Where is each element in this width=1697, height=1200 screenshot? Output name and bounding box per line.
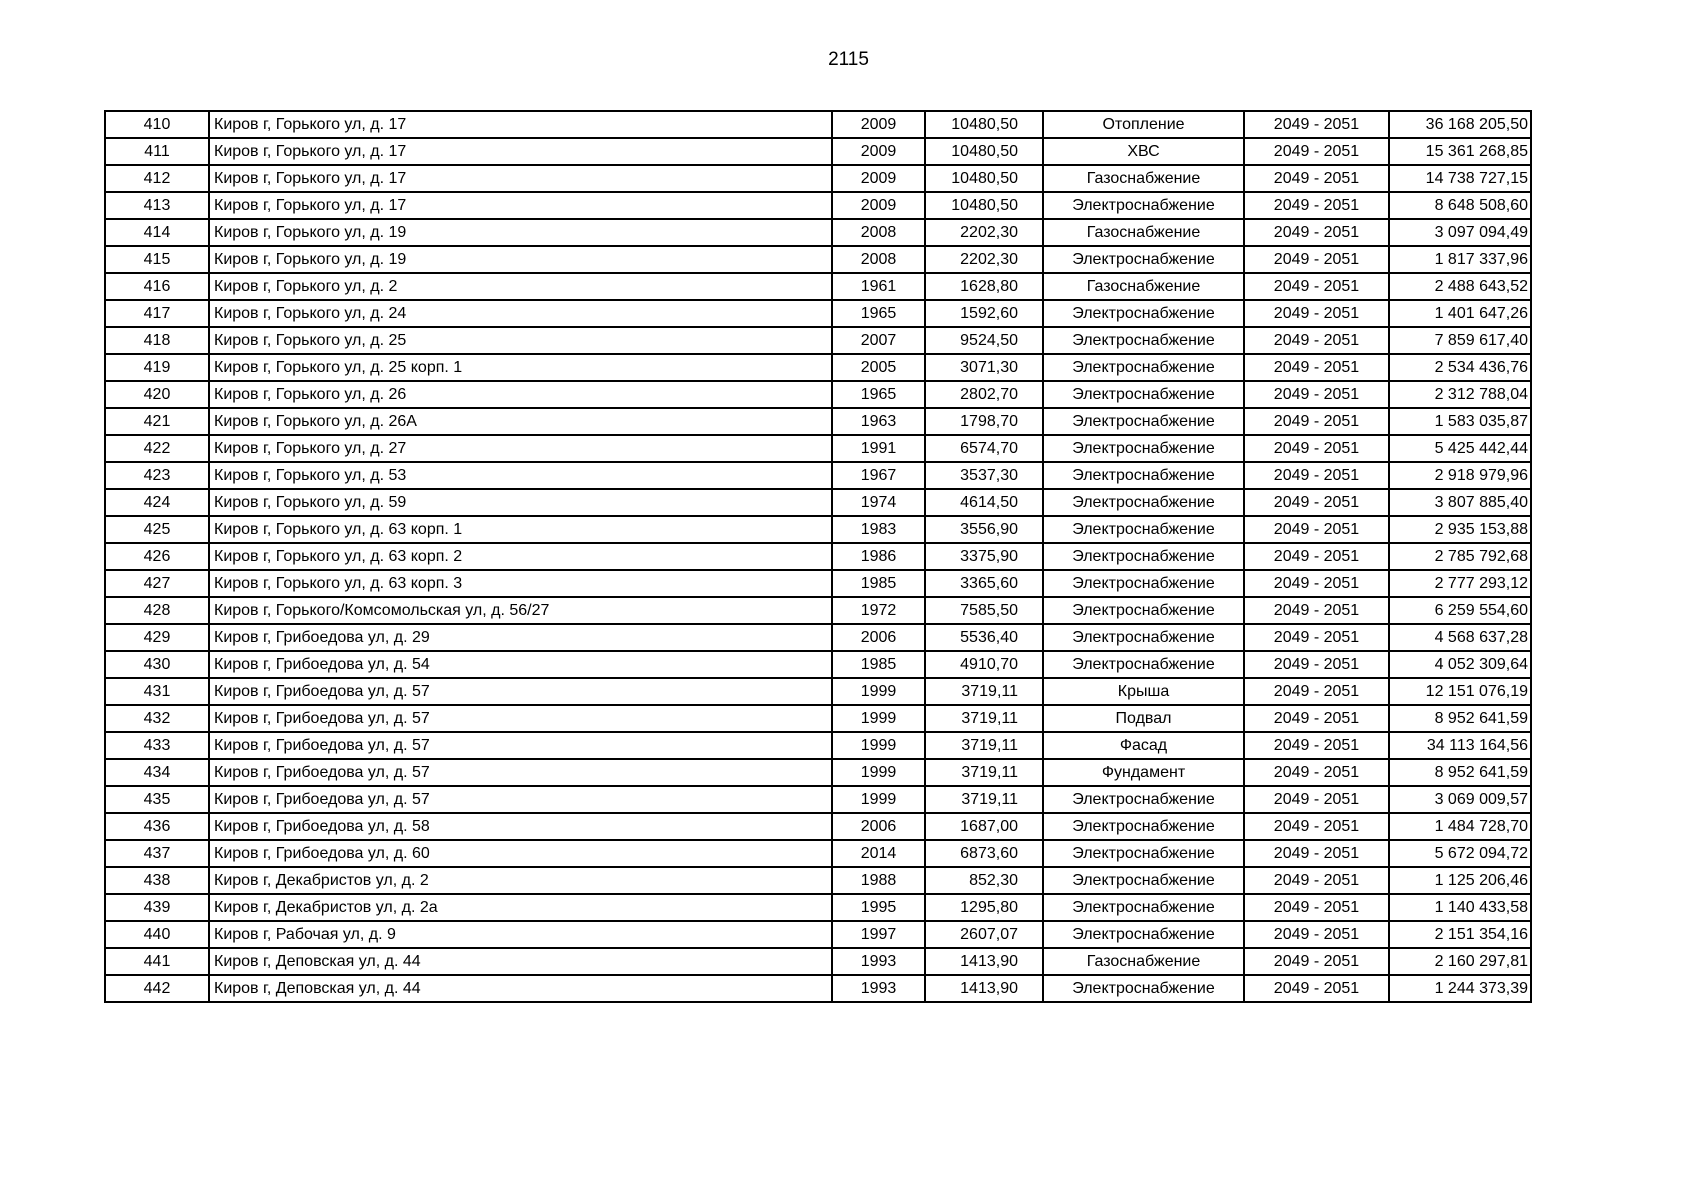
work-type-cell: Электроснабжение bbox=[1043, 813, 1244, 840]
address-cell: Киров г, Горького ул, д. 17 bbox=[209, 165, 832, 192]
area-cell: 9524,50 bbox=[925, 327, 1043, 354]
year-cell: 1991 bbox=[832, 435, 925, 462]
area-cell: 2202,30 bbox=[925, 219, 1043, 246]
work-type-cell: Электроснабжение bbox=[1043, 840, 1244, 867]
year-cell: 2006 bbox=[832, 624, 925, 651]
address-cell: Киров г, Горького ул, д. 26 bbox=[209, 381, 832, 408]
table-row bbox=[105, 840, 1531, 867]
row-number-cell: 415 bbox=[105, 246, 209, 273]
work-type-cell: Электроснабжение bbox=[1043, 192, 1244, 219]
work-type-cell: Электроснабжение bbox=[1043, 543, 1244, 570]
work-type-cell: Подвал bbox=[1043, 705, 1244, 732]
table-row bbox=[105, 246, 1531, 273]
period-cell: 2049 - 2051 bbox=[1244, 489, 1389, 516]
area-cell: 1592,60 bbox=[925, 300, 1043, 327]
cost-cell: 1 484 728,70 bbox=[1389, 813, 1531, 840]
address-cell: Киров г, Горького ул, д. 59 bbox=[209, 489, 832, 516]
cost-cell: 1 583 035,87 bbox=[1389, 408, 1531, 435]
cost-cell: 15 361 268,85 bbox=[1389, 138, 1531, 165]
area-cell: 2607,07 bbox=[925, 921, 1043, 948]
row-number-cell: 418 bbox=[105, 327, 209, 354]
table-row bbox=[105, 516, 1531, 543]
area-cell: 10480,50 bbox=[925, 192, 1043, 219]
cost-cell: 14 738 727,15 bbox=[1389, 165, 1531, 192]
period-cell: 2049 - 2051 bbox=[1244, 300, 1389, 327]
address-cell: Киров г, Горького ул, д. 63 корп. 3 bbox=[209, 570, 832, 597]
work-type-cell: Фундамент bbox=[1043, 759, 1244, 786]
row-number-cell: 428 bbox=[105, 597, 209, 624]
address-cell: Киров г, Грибоедова ул, д. 58 bbox=[209, 813, 832, 840]
table-row bbox=[105, 948, 1531, 975]
table-body bbox=[105, 111, 1531, 1002]
registry-table bbox=[104, 110, 1532, 1003]
period-cell: 2049 - 2051 bbox=[1244, 732, 1389, 759]
row-number-cell: 436 bbox=[105, 813, 209, 840]
address-cell: Киров г, Горького ул, д. 17 bbox=[209, 111, 832, 138]
table-row bbox=[105, 462, 1531, 489]
period-cell: 2049 - 2051 bbox=[1244, 624, 1389, 651]
area-cell: 1687,00 bbox=[925, 813, 1043, 840]
table-row bbox=[105, 732, 1531, 759]
work-type-cell: Электроснабжение bbox=[1043, 489, 1244, 516]
row-number-cell: 426 bbox=[105, 543, 209, 570]
cost-cell: 5 672 094,72 bbox=[1389, 840, 1531, 867]
address-cell: Киров г, Декабристов ул, д. 2 bbox=[209, 867, 832, 894]
work-type-cell: Газоснабжение bbox=[1043, 948, 1244, 975]
row-number-cell: 425 bbox=[105, 516, 209, 543]
period-cell: 2049 - 2051 bbox=[1244, 894, 1389, 921]
year-cell: 1999 bbox=[832, 678, 925, 705]
year-cell: 1985 bbox=[832, 570, 925, 597]
row-number-cell: 417 bbox=[105, 300, 209, 327]
page-number: 2115 bbox=[828, 49, 869, 70]
year-cell: 1999 bbox=[832, 732, 925, 759]
cost-cell: 34 113 164,56 bbox=[1389, 732, 1531, 759]
cost-cell: 2 312 788,04 bbox=[1389, 381, 1531, 408]
address-cell: Киров г, Грибоедова ул, д. 57 bbox=[209, 705, 832, 732]
cost-cell: 7 859 617,40 bbox=[1389, 327, 1531, 354]
work-type-cell: Электроснабжение bbox=[1043, 435, 1244, 462]
year-cell: 1965 bbox=[832, 381, 925, 408]
cost-cell: 2 488 643,52 bbox=[1389, 273, 1531, 300]
row-number-cell: 427 bbox=[105, 570, 209, 597]
address-cell: Киров г, Горького ул, д. 19 bbox=[209, 219, 832, 246]
table-row bbox=[105, 597, 1531, 624]
area-cell: 3719,11 bbox=[925, 678, 1043, 705]
year-cell: 2006 bbox=[832, 813, 925, 840]
period-cell: 2049 - 2051 bbox=[1244, 651, 1389, 678]
address-cell: Киров г, Горького ул, д. 25 корп. 1 bbox=[209, 354, 832, 381]
address-cell: Киров г, Горького ул, д. 25 bbox=[209, 327, 832, 354]
cost-cell: 4 568 637,28 bbox=[1389, 624, 1531, 651]
period-cell: 2049 - 2051 bbox=[1244, 381, 1389, 408]
area-cell: 3556,90 bbox=[925, 516, 1043, 543]
cost-cell: 2 935 153,88 bbox=[1389, 516, 1531, 543]
area-cell: 1295,80 bbox=[925, 894, 1043, 921]
period-cell: 2049 - 2051 bbox=[1244, 921, 1389, 948]
work-type-cell: Электроснабжение bbox=[1043, 975, 1244, 1002]
period-cell: 2049 - 2051 bbox=[1244, 840, 1389, 867]
address-cell: Киров г, Горького ул, д. 19 bbox=[209, 246, 832, 273]
cost-cell: 36 168 205,50 bbox=[1389, 111, 1531, 138]
period-cell: 2049 - 2051 bbox=[1244, 678, 1389, 705]
area-cell: 1628,80 bbox=[925, 273, 1043, 300]
table-row bbox=[105, 138, 1531, 165]
cost-cell: 3 069 009,57 bbox=[1389, 786, 1531, 813]
row-number-cell: 435 bbox=[105, 786, 209, 813]
year-cell: 1986 bbox=[832, 543, 925, 570]
cost-cell: 3 807 885,40 bbox=[1389, 489, 1531, 516]
work-type-cell: Газоснабжение bbox=[1043, 273, 1244, 300]
year-cell: 1997 bbox=[832, 921, 925, 948]
cost-cell: 1 125 206,46 bbox=[1389, 867, 1531, 894]
area-cell: 1798,70 bbox=[925, 408, 1043, 435]
address-cell: Киров г, Деповская ул, д. 44 bbox=[209, 948, 832, 975]
row-number-cell: 438 bbox=[105, 867, 209, 894]
area-cell: 2802,70 bbox=[925, 381, 1043, 408]
period-cell: 2049 - 2051 bbox=[1244, 705, 1389, 732]
area-cell: 2202,30 bbox=[925, 246, 1043, 273]
work-type-cell: ХВС bbox=[1043, 138, 1244, 165]
cost-cell: 2 534 436,76 bbox=[1389, 354, 1531, 381]
area-cell: 4910,70 bbox=[925, 651, 1043, 678]
year-cell: 1963 bbox=[832, 408, 925, 435]
area-cell: 4614,50 bbox=[925, 489, 1043, 516]
work-type-cell: Электроснабжение bbox=[1043, 381, 1244, 408]
table-row bbox=[105, 624, 1531, 651]
work-type-cell: Электроснабжение bbox=[1043, 327, 1244, 354]
row-number-cell: 422 bbox=[105, 435, 209, 462]
work-type-cell: Фасад bbox=[1043, 732, 1244, 759]
row-number-cell: 430 bbox=[105, 651, 209, 678]
table-row bbox=[105, 867, 1531, 894]
work-type-cell: Крыша bbox=[1043, 678, 1244, 705]
row-number-cell: 416 bbox=[105, 273, 209, 300]
work-type-cell: Газоснабжение bbox=[1043, 219, 1244, 246]
row-number-cell: 432 bbox=[105, 705, 209, 732]
area-cell: 1413,90 bbox=[925, 975, 1043, 1002]
period-cell: 2049 - 2051 bbox=[1244, 273, 1389, 300]
table-row bbox=[105, 435, 1531, 462]
row-number-cell: 423 bbox=[105, 462, 209, 489]
area-cell: 3071,30 bbox=[925, 354, 1043, 381]
year-cell: 2009 bbox=[832, 165, 925, 192]
period-cell: 2049 - 2051 bbox=[1244, 759, 1389, 786]
row-number-cell: 440 bbox=[105, 921, 209, 948]
address-cell: Киров г, Горького ул, д. 27 bbox=[209, 435, 832, 462]
area-cell: 852,30 bbox=[925, 867, 1043, 894]
cost-cell: 2 777 293,12 bbox=[1389, 570, 1531, 597]
cost-cell: 3 097 094,49 bbox=[1389, 219, 1531, 246]
cost-cell: 2 918 979,96 bbox=[1389, 462, 1531, 489]
row-number-cell: 437 bbox=[105, 840, 209, 867]
address-cell: Киров г, Грибоедова ул, д. 54 bbox=[209, 651, 832, 678]
area-cell: 5536,40 bbox=[925, 624, 1043, 651]
row-number-cell: 414 bbox=[105, 219, 209, 246]
table-row bbox=[105, 219, 1531, 246]
area-cell: 3719,11 bbox=[925, 732, 1043, 759]
area-cell: 1413,90 bbox=[925, 948, 1043, 975]
period-cell: 2049 - 2051 bbox=[1244, 570, 1389, 597]
period-cell: 2049 - 2051 bbox=[1244, 354, 1389, 381]
address-cell: Киров г, Рабочая ул, д. 9 bbox=[209, 921, 832, 948]
cost-cell: 2 151 354,16 bbox=[1389, 921, 1531, 948]
year-cell: 1965 bbox=[832, 300, 925, 327]
year-cell: 2008 bbox=[832, 219, 925, 246]
table-row bbox=[105, 543, 1531, 570]
row-number-cell: 412 bbox=[105, 165, 209, 192]
address-cell: Киров г, Деповская ул, д. 44 bbox=[209, 975, 832, 1002]
work-type-cell: Электроснабжение bbox=[1043, 516, 1244, 543]
cost-cell: 2 785 792,68 bbox=[1389, 543, 1531, 570]
work-type-cell: Электроснабжение bbox=[1043, 786, 1244, 813]
row-number-cell: 431 bbox=[105, 678, 209, 705]
area-cell: 3537,30 bbox=[925, 462, 1043, 489]
area-cell: 3719,11 bbox=[925, 759, 1043, 786]
address-cell: Киров г, Горького ул, д. 17 bbox=[209, 192, 832, 219]
cost-cell: 8 648 508,60 bbox=[1389, 192, 1531, 219]
address-cell: Киров г, Декабристов ул, д. 2а bbox=[209, 894, 832, 921]
year-cell: 1999 bbox=[832, 705, 925, 732]
year-cell: 2009 bbox=[832, 138, 925, 165]
address-cell: Киров г, Грибоедова ул, д. 57 bbox=[209, 678, 832, 705]
table-row bbox=[105, 273, 1531, 300]
period-cell: 2049 - 2051 bbox=[1244, 948, 1389, 975]
area-cell: 10480,50 bbox=[925, 111, 1043, 138]
year-cell: 1993 bbox=[832, 975, 925, 1002]
table-row bbox=[105, 327, 1531, 354]
address-cell: Киров г, Грибоедова ул, д. 29 bbox=[209, 624, 832, 651]
table-row bbox=[105, 975, 1531, 1002]
area-cell: 7585,50 bbox=[925, 597, 1043, 624]
cost-cell: 8 952 641,59 bbox=[1389, 759, 1531, 786]
table-row bbox=[105, 921, 1531, 948]
work-type-cell: Электроснабжение bbox=[1043, 408, 1244, 435]
work-type-cell: Электроснабжение bbox=[1043, 651, 1244, 678]
row-number-cell: 420 bbox=[105, 381, 209, 408]
table-row bbox=[105, 165, 1531, 192]
row-number-cell: 410 bbox=[105, 111, 209, 138]
year-cell: 1999 bbox=[832, 759, 925, 786]
table-row bbox=[105, 570, 1531, 597]
period-cell: 2049 - 2051 bbox=[1244, 462, 1389, 489]
area-cell: 10480,50 bbox=[925, 138, 1043, 165]
year-cell: 1974 bbox=[832, 489, 925, 516]
year-cell: 2008 bbox=[832, 246, 925, 273]
period-cell: 2049 - 2051 bbox=[1244, 192, 1389, 219]
period-cell: 2049 - 2051 bbox=[1244, 327, 1389, 354]
period-cell: 2049 - 2051 bbox=[1244, 138, 1389, 165]
year-cell: 2014 bbox=[832, 840, 925, 867]
cost-cell: 6 259 554,60 bbox=[1389, 597, 1531, 624]
table-row bbox=[105, 192, 1531, 219]
area-cell: 10480,50 bbox=[925, 165, 1043, 192]
work-type-cell: Электроснабжение bbox=[1043, 354, 1244, 381]
row-number-cell: 441 bbox=[105, 948, 209, 975]
address-cell: Киров г, Грибоедова ул, д. 60 bbox=[209, 840, 832, 867]
row-number-cell: 413 bbox=[105, 192, 209, 219]
row-number-cell: 411 bbox=[105, 138, 209, 165]
work-type-cell: Электроснабжение bbox=[1043, 246, 1244, 273]
table-row bbox=[105, 300, 1531, 327]
address-cell: Киров г, Горького ул, д. 2 bbox=[209, 273, 832, 300]
address-cell: Киров г, Горького/Комсомольская ул, д. 56/27 bbox=[209, 597, 832, 624]
year-cell: 2007 bbox=[832, 327, 925, 354]
year-cell: 1985 bbox=[832, 651, 925, 678]
work-type-cell: Электроснабжение bbox=[1043, 300, 1244, 327]
table-row bbox=[105, 354, 1531, 381]
area-cell: 3719,11 bbox=[925, 786, 1043, 813]
period-cell: 2049 - 2051 bbox=[1244, 786, 1389, 813]
year-cell: 1995 bbox=[832, 894, 925, 921]
row-number-cell: 439 bbox=[105, 894, 209, 921]
year-cell: 1972 bbox=[832, 597, 925, 624]
area-cell: 3719,11 bbox=[925, 705, 1043, 732]
table-row bbox=[105, 651, 1531, 678]
year-cell: 1993 bbox=[832, 948, 925, 975]
year-cell: 1983 bbox=[832, 516, 925, 543]
row-number-cell: 434 bbox=[105, 759, 209, 786]
address-cell: Киров г, Горького ул, д. 63 корп. 1 bbox=[209, 516, 832, 543]
table-row bbox=[105, 111, 1531, 138]
row-number-cell: 433 bbox=[105, 732, 209, 759]
address-cell: Киров г, Горького ул, д. 24 bbox=[209, 300, 832, 327]
work-type-cell: Электроснабжение bbox=[1043, 624, 1244, 651]
table-row bbox=[105, 813, 1531, 840]
year-cell: 1967 bbox=[832, 462, 925, 489]
area-cell: 3365,60 bbox=[925, 570, 1043, 597]
period-cell: 2049 - 2051 bbox=[1244, 867, 1389, 894]
table-row bbox=[105, 408, 1531, 435]
table-row bbox=[105, 678, 1531, 705]
area-cell: 6873,60 bbox=[925, 840, 1043, 867]
address-cell: Киров г, Грибоедова ул, д. 57 bbox=[209, 732, 832, 759]
year-cell: 1961 bbox=[832, 273, 925, 300]
address-cell: Киров г, Горького ул, д. 17 bbox=[209, 138, 832, 165]
work-type-cell: Электроснабжение bbox=[1043, 597, 1244, 624]
cost-cell: 1 140 433,58 bbox=[1389, 894, 1531, 921]
period-cell: 2049 - 2051 bbox=[1244, 408, 1389, 435]
period-cell: 2049 - 2051 bbox=[1244, 516, 1389, 543]
period-cell: 2049 - 2051 bbox=[1244, 813, 1389, 840]
area-cell: 6574,70 bbox=[925, 435, 1043, 462]
period-cell: 2049 - 2051 bbox=[1244, 435, 1389, 462]
work-type-cell: Электроснабжение bbox=[1043, 570, 1244, 597]
cost-cell: 2 160 297,81 bbox=[1389, 948, 1531, 975]
period-cell: 2049 - 2051 bbox=[1244, 165, 1389, 192]
cost-cell: 5 425 442,44 bbox=[1389, 435, 1531, 462]
cost-cell: 1 401 647,26 bbox=[1389, 300, 1531, 327]
table-row bbox=[105, 705, 1531, 732]
row-number-cell: 419 bbox=[105, 354, 209, 381]
year-cell: 1988 bbox=[832, 867, 925, 894]
area-cell: 3375,90 bbox=[925, 543, 1043, 570]
period-cell: 2049 - 2051 bbox=[1244, 975, 1389, 1002]
cost-cell: 8 952 641,59 bbox=[1389, 705, 1531, 732]
period-cell: 2049 - 2051 bbox=[1244, 246, 1389, 273]
row-number-cell: 421 bbox=[105, 408, 209, 435]
year-cell: 1999 bbox=[832, 786, 925, 813]
work-type-cell: Электроснабжение bbox=[1043, 867, 1244, 894]
cost-cell: 1 817 337,96 bbox=[1389, 246, 1531, 273]
period-cell: 2049 - 2051 bbox=[1244, 219, 1389, 246]
year-cell: 2009 bbox=[832, 192, 925, 219]
address-cell: Киров г, Горького ул, д. 63 корп. 2 bbox=[209, 543, 832, 570]
address-cell: Киров г, Горького ул, д. 26А bbox=[209, 408, 832, 435]
address-cell: Киров г, Горького ул, д. 53 bbox=[209, 462, 832, 489]
table-row bbox=[105, 489, 1531, 516]
table-row bbox=[105, 759, 1531, 786]
address-cell: Киров г, Грибоедова ул, д. 57 bbox=[209, 759, 832, 786]
row-number-cell: 442 bbox=[105, 975, 209, 1002]
table-row bbox=[105, 894, 1531, 921]
cost-cell: 4 052 309,64 bbox=[1389, 651, 1531, 678]
table-row bbox=[105, 381, 1531, 408]
year-cell: 2005 bbox=[832, 354, 925, 381]
period-cell: 2049 - 2051 bbox=[1244, 597, 1389, 624]
work-type-cell: Отопление bbox=[1043, 111, 1244, 138]
table-row bbox=[105, 786, 1531, 813]
cost-cell: 1 244 373,39 bbox=[1389, 975, 1531, 1002]
row-number-cell: 429 bbox=[105, 624, 209, 651]
period-cell: 2049 - 2051 bbox=[1244, 543, 1389, 570]
cost-cell: 12 151 076,19 bbox=[1389, 678, 1531, 705]
work-type-cell: Электроснабжение bbox=[1043, 894, 1244, 921]
row-number-cell: 424 bbox=[105, 489, 209, 516]
period-cell: 2049 - 2051 bbox=[1244, 111, 1389, 138]
year-cell: 2009 bbox=[832, 111, 925, 138]
work-type-cell: Электроснабжение bbox=[1043, 462, 1244, 489]
work-type-cell: Газоснабжение bbox=[1043, 165, 1244, 192]
address-cell: Киров г, Грибоедова ул, д. 57 bbox=[209, 786, 832, 813]
work-type-cell: Электроснабжение bbox=[1043, 921, 1244, 948]
